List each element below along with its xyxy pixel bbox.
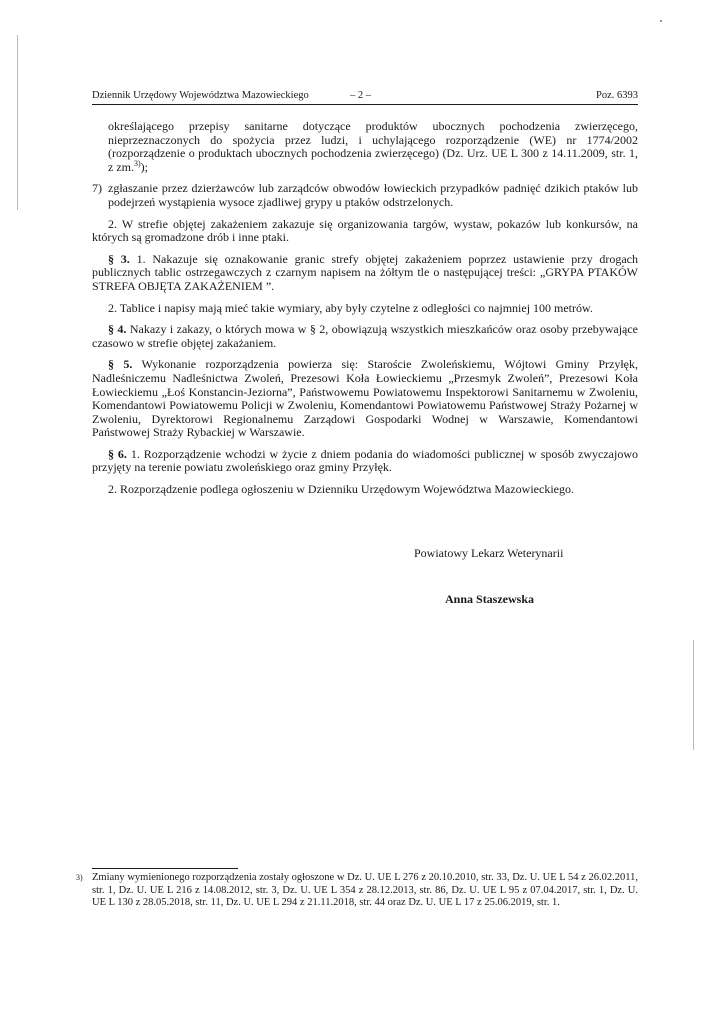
position-number: Poz. 6393 <box>596 90 638 101</box>
section-label: § 4. <box>108 322 127 337</box>
signatory-role: Powiatowy Lekarz Weterynarii <box>414 546 564 560</box>
footnote-reference: 3) <box>134 158 141 168</box>
footnote-text: Zmiany wymienionego rozporządzenia zostały ogłoszone w Dz. U. UE L 276 z 20.10.2010, str. 33, Dz. U. UE L 54 z 26.02.2011, str. 1, Dz. U. UE L 216 z 14.08.2012, str. 3, Dz. U. UE L 354 z 28.12.2013, str. 86, Dz. U. UE L 95 z 07.04.2017, str. 1, Dz. U. UE L 130 z 28.05.2018, str. 11, Dz. U. UE L 294 z 21.11.2018, str. 44 oraz Dz. U. UE L 17 z 25.06.2019, str. 1. <box>92 872 638 909</box>
signatory-name: Anna Staszewska <box>445 592 535 606</box>
list-item-7 <box>92 182 638 209</box>
section-label: § 3. <box>108 251 130 266</box>
page-number: – 2 – <box>350 90 371 101</box>
section-3-paragraph-2: 2. Tablice i napisy mają mieć takie wymiary, aby były czytelne z odległości co najmniej 100 metrów. <box>108 300 593 315</box>
section-5: § 5. Wykonanie rozporządzenia powierza się: Staroście Zwoleńskiemu, Wójtowi Gminy Przyłęk, Nadleśniczemu Nadleśnictwa Zwoleń, Prezesowi Koła Łowieckiemu „Przesmyk Zwoleń”, Prezesowi Koła Łowieckiemu „Łoś Konstancin-Jeziorna”, Państwowemu Powiatowemu Inspektorowi Sanitarnemu w Zwoleniu, Komendantowi Powiatowemu Policji w Zwoleniu, Komendantowi Powiatowemu Państwowej Straży Pożarnej w Zwoleniu, Dyrektorowi Regionalnemu Zarządowi Gospodarki Wodnej w Warszawie, Komendantowi Państwowej Straży Rybackiej w Warszawie. <box>92 357 639 440</box>
section-4: § 4. Nakazy i zakazy, o których mowa w § 2, obowiązują wszystkich mieszkańców oraz osoby przebywające czasowo w strefie objętej zakażaniem. <box>92 322 639 350</box>
footnote <box>76 872 638 910</box>
section-6: § 6. 1. Rozporządzenie wchodzi w życie z dniem podania do wiadomości publicznej w sposób zwyczajowo przyjęty na terenie powiatu zwoleńskiego oraz gminy Przyłęk. <box>92 446 638 475</box>
scan-artifact-dot <box>660 20 662 22</box>
list-number: 7) <box>92 181 102 196</box>
scan-artifact-right <box>693 640 694 750</box>
footnote-rule <box>92 868 238 869</box>
section-6-paragraph-2: 2. Rozporządzenie podlega ogłoszeniu w Dzienniku Urzędowym Województwa Mazowieckiego. <box>108 482 574 497</box>
footnote-mark: 3) <box>76 873 83 882</box>
document-body <box>92 120 638 497</box>
section-label: § 5. <box>108 357 133 372</box>
list-text: zgłaszanie przez dzierżawców lub zarządców obwodów łowieckich przypadków padnięć dzikich ptaków lub podejrzeń wystąpienia wysoce zjadliwej grypy u ptaków odstrzelonych. <box>108 181 638 209</box>
section-label: § 6. <box>108 446 127 461</box>
continuation-paragraph: określającego przepisy sanitarne dotyczące produktów ubocznych pochodzenia zwierzęcego, nieprzeznaczonych do spożycia przez ludzi, i uchylającego rozporządzenie (WE) nr 1774/2002 (rozporządzenie o produktach ubocznych pochodzenia zwierzęcego) (Dz. Urz. UE L 300 z 14.11.2009, str. 1, z zm.$^{3)}$); <box>108 119 638 174</box>
header-rule <box>92 104 638 105</box>
publication-title: Dziennik Urzędowy Województwa Mazowieckiego <box>92 90 309 101</box>
section-3: § 3. 1. Nakazuje się oznakowanie granic strefy objętej zakażeniem poprzez ustawienie przy drogach publicznych tablic ostrzegawczych z czarnym napisem na żółtym tle o następującej treści: „GRYPA PTAKÓW STREFA OBJĘTA ZAKAŻENIEM ”. <box>92 251 639 293</box>
scan-artifact-left <box>17 35 18 210</box>
paragraph-2: 2. W strefie objętej zakażeniem zakazuje się organizowania targów, wystaw, pokazów lub konkursów, na których są gromadzone drób i inne ptaki. <box>92 216 638 245</box>
